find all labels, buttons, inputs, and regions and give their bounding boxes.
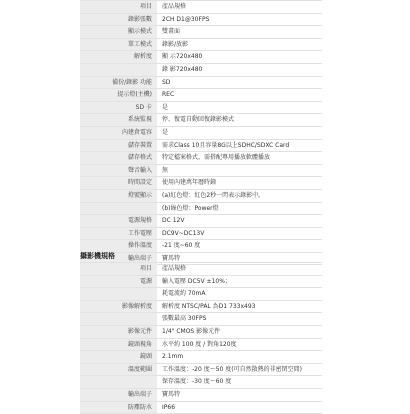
spec-value: 水平約 100 度 / 對角120度 [162,340,237,348]
spec-value: 無 [162,166,169,174]
spec-row [80,177,322,190]
spec-row [80,228,322,241]
spec-row [80,152,322,165]
spec-value: 寶馬特 [162,390,181,398]
spec-label: 輸出端子 [80,389,157,401]
spec-row [80,190,322,203]
spec-value: REC [162,91,175,99]
spec-row [80,51,322,64]
spec-label: 儲存裝置 [80,140,157,152]
spec-label: 電源 [80,276,157,288]
spec-label: 顯示模式 [80,26,157,38]
spec-label: 時間設定 [80,177,157,189]
spec-value: 解析度 NTSC/PAL 為D1 733x493 [162,302,256,310]
spec-row [80,276,322,289]
spec-label: 電源規格 [80,215,157,227]
spec-label: 輸出端子 [80,253,157,265]
spec-row [80,215,322,228]
spec-label: 內建倉電容 [80,127,157,139]
spec-value: IP66 [162,403,176,411]
spec-value: 2CH D1@30FPS [162,15,210,23]
spec-value: 雙畫面 [162,28,181,36]
spec-value: 1/4" CMOS 影像元件 [162,327,221,335]
spec-label: 錄影張數 [80,14,157,26]
spec-label: 鏡頭視角 [80,339,157,351]
spec-row [80,114,322,127]
spec-label: 溫度範圍 [80,364,157,376]
spec-label: 系統監視 [80,114,157,126]
spec-row [80,1,322,14]
spec-value: 顯 示720x480 [162,53,203,61]
spec-row [80,376,322,389]
camera-spec-table [80,262,322,414]
spec-value: 特定檔案格式，需搭配專用播放軟體播放 [162,154,271,162]
spec-value: 產品規格 [162,3,187,10]
spec-label [80,288,157,300]
spec-value: 是 [162,128,169,136]
spec-value: 2.1mm [162,353,184,361]
spec-row [80,288,322,301]
spec-row [80,203,322,216]
spec-label: 影像元件 [80,326,157,338]
spec-value: 產品規格 [162,265,187,272]
spec-row [80,313,322,326]
spec-row [80,389,322,402]
spec-value: 耗電流約 70mA [162,290,206,298]
spec-value: 保存溫度：-30 度～60 度 [162,378,232,386]
spec-row [80,339,322,352]
spec-row [80,165,322,178]
spec-value: 使用內建萬年曆時鐘 [162,179,217,187]
spec-label: SD 卡 [80,102,157,114]
spec-label: 影像解析度 [80,301,157,313]
recorder-spec-table [80,0,322,265]
spec-label: 鏡頭 [80,351,157,363]
spec-row [80,301,322,314]
spec-value: SD [162,78,171,86]
spec-row [80,39,322,52]
spec-row [80,102,322,115]
spec-value: 停、復電自動回復錄影模式 [162,116,235,124]
spec-label: 防塵防水 [80,402,157,414]
spec-value: 張數最高 30FPS [162,315,207,323]
spec-value: 錄 影720x480 [162,65,203,73]
spec-row [80,26,322,39]
spec-value: 工作溫度：-20 度～50 度(可自然散熱的非密閉空間) [162,365,302,373]
spec-row [80,263,322,276]
spec-label [80,376,157,388]
spec-row [80,351,322,364]
spec-label [80,313,157,325]
spec-row [80,326,322,339]
spec-row [80,140,322,153]
spec-label: 備份/錄影 功能 [80,77,157,89]
spec-value: -21 度~60 度 [162,242,201,250]
spec-value: DC 12V [162,217,185,225]
spec-label: 操作溫度 [80,240,157,252]
spec-value: 錄影/放影 [162,40,189,48]
spec-row [80,364,322,377]
spec-value: 是 [162,103,169,111]
spec-row [80,14,322,27]
spec-label: 解析度 [80,51,157,63]
spec-label: 項目 [80,1,157,13]
spec-label: 工作電壓 [80,228,157,240]
spec-label: 燈號顯示 [80,190,157,202]
camera-section-title: 攝影機規格 [80,252,115,260]
spec-row [80,64,322,77]
spec-row [80,240,322,253]
spec-row [80,127,322,140]
spec-label: 聲音輸入 [80,165,157,177]
spec-value: (a)紅色燈：紅色2秒一閃表示錄影中。 [162,191,265,199]
spec-value: DC9V~DC13V [162,229,205,237]
spec-label: 單工模式 [80,39,157,51]
spec-label [80,203,157,215]
spec-label: 儲存格式 [80,152,157,164]
spec-value: (b)綠色燈：Power燈 [162,204,219,212]
spec-value: 輸入電壓 DC5V ±10%； [162,277,231,285]
spec-value: 寶馬特 [162,254,181,262]
spec-value: 需求Class 10且容量8G以上SDHC/SDXC Card [162,141,290,149]
spec-label: 項目 [80,263,157,275]
spec-label: 提示燈(主機) [80,89,157,101]
spec-row [80,77,322,90]
spec-row [80,402,322,414]
spec-label [80,64,157,76]
spec-row [80,89,322,102]
